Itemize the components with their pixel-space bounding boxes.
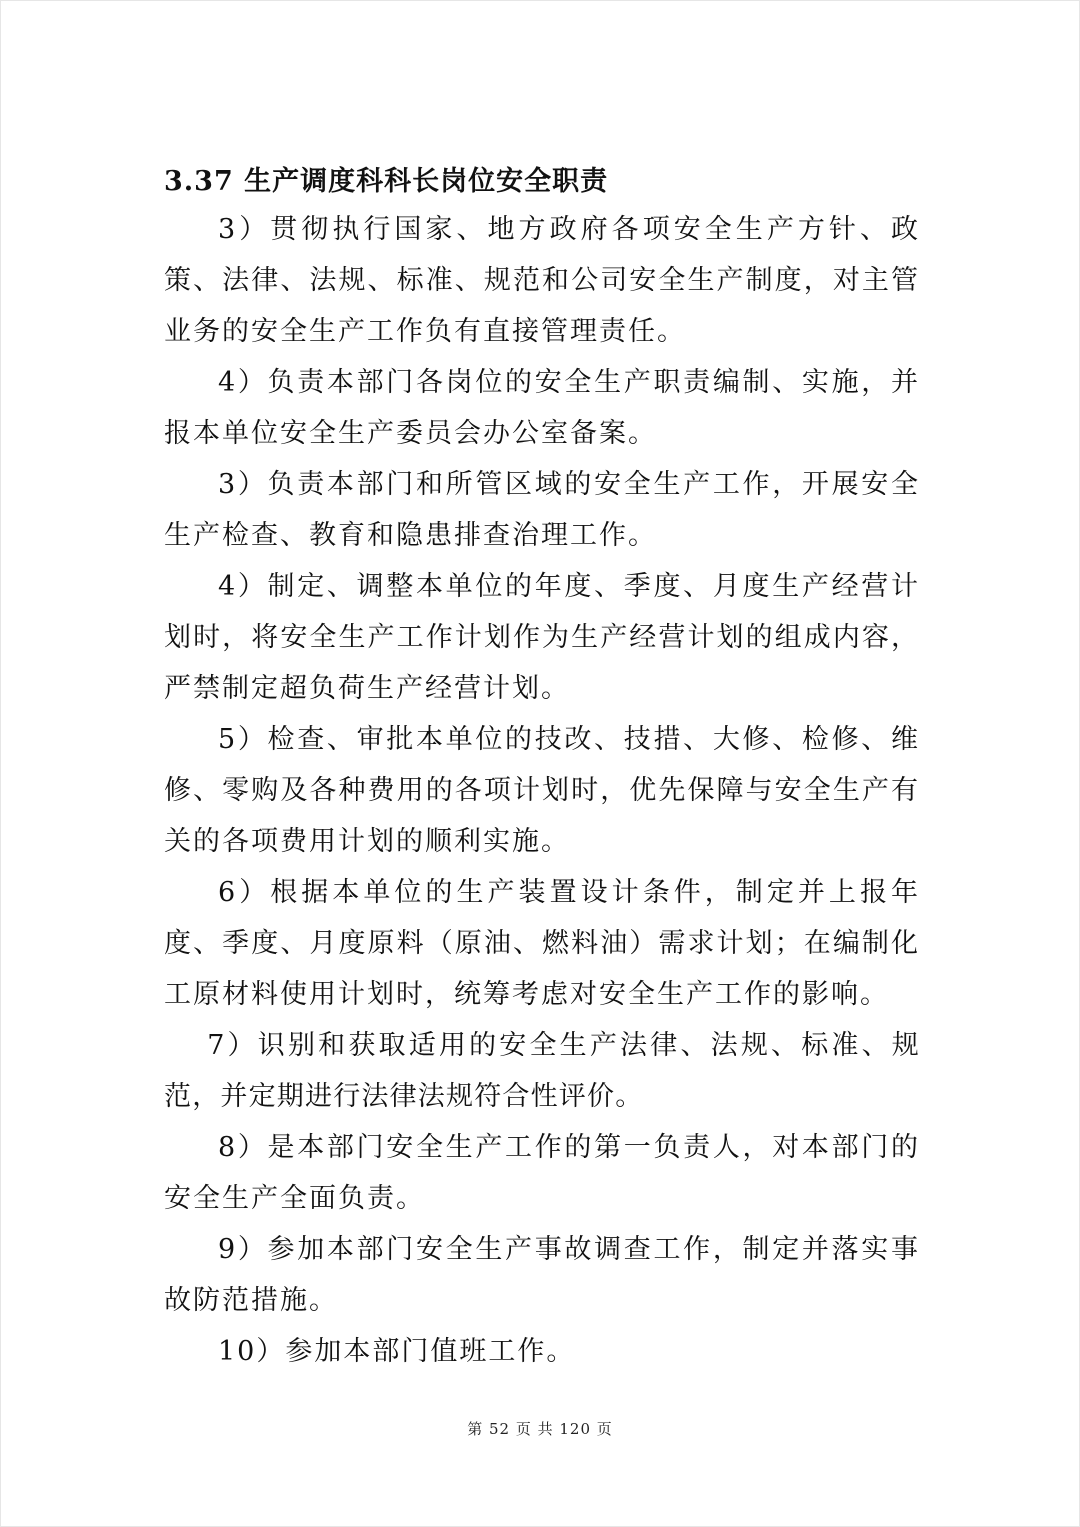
- paragraph-item-3a: 3）贯彻执行国家、地方政府各项安全生产方针、政策、法律、法规、标准、规范和公司安全生产制度，对主管业务的安全生产工作负有直接管理责任。: [164, 214, 920, 347]
- page-footer: 第 52 页 共 120 页: [467, 1420, 613, 1438]
- document-body: [164, 160, 920, 1377]
- paragraph-item-5: 5）检查、审批本单位的技改、技措、大修、检修、维修、零购及各种费用的各项计划时，优先保障与安全生产有关的各项费用计划的顺利实施。: [164, 724, 920, 857]
- paragraph-item-4b: 4）制定、调整本单位的年度、季度、月度生产经营计划时，将安全生产工作计划作为生产经营计划的组成内容，严禁制定超负荷生产经营计划。: [164, 571, 920, 704]
- paragraph-item-10: 10）参加本部门值班工作。: [218, 1336, 576, 1367]
- paragraph-item-4a: 4）负责本部门各岗位的安全生产职责编制、实施，并报本单位安全生产委员会办公室备案。: [164, 367, 920, 449]
- paragraph-item-7: 7）识别和获取适用的安全生产法律、法规、标准、规范，并定期进行法律法规符合性评价。: [164, 1030, 920, 1112]
- paragraph-item-9: 9）参加本部门安全生产事故调查工作，制定并落实事故防范措施。: [164, 1234, 920, 1316]
- paragraph-item-3b: 3）负责本部门和所管区域的安全生产工作，开展安全生产检查、教育和隐患排查治理工作。: [164, 469, 920, 551]
- section-heading: 3.37 生产调度科科长岗位安全职责: [164, 166, 609, 197]
- paragraph-item-8: 8）是本部门安全生产工作的第一负责人，对本部门的安全生产全面负责。: [164, 1132, 920, 1214]
- paragraph-item-6: 6）根据本单位的生产装置设计条件，制定并上报年度、季度、月度原料（原油、燃料油）需求计划；在编制化工原材料使用计划时，统筹考虑对安全生产工作的影响。: [164, 877, 920, 1010]
